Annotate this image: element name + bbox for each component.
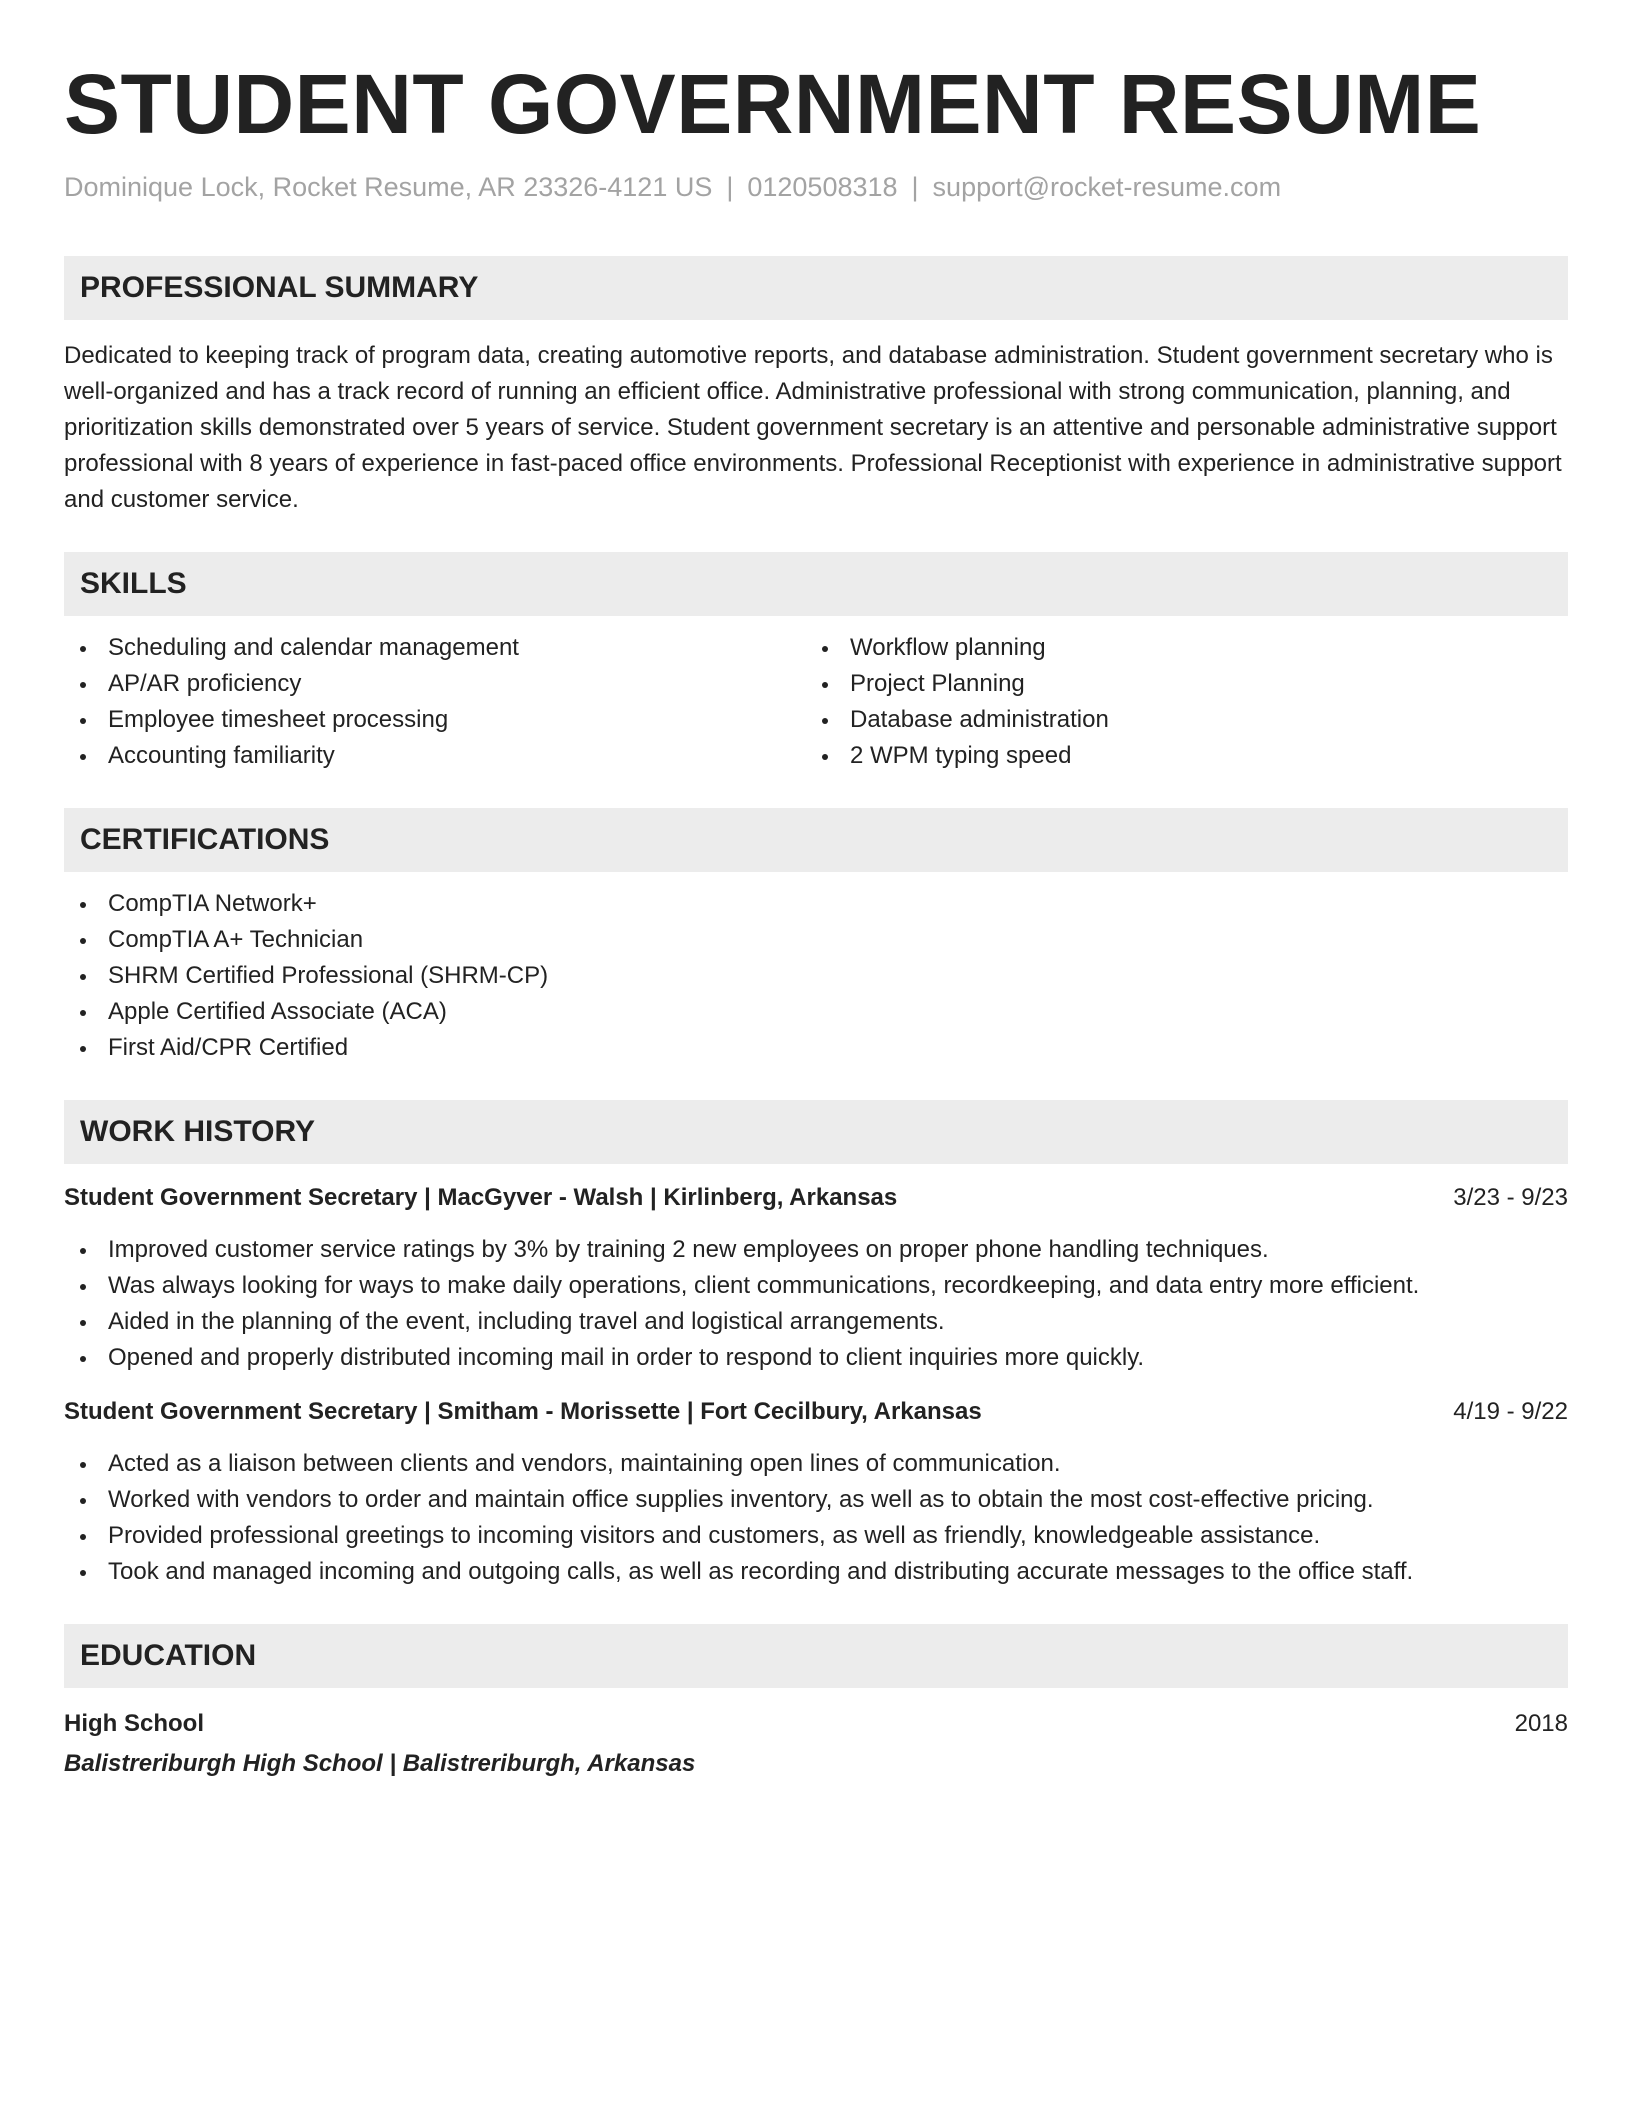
- job-entry: [64, 1394, 1568, 1590]
- page-title: STUDENT GOVERNMENT RESUME: [64, 57, 1482, 151]
- skill-item: Scheduling and calendar management: [64, 630, 806, 666]
- job-bullet: Provided professional greetings to incoming visitors and customers, as well as friendly, knowledgeable assistance.: [64, 1518, 1568, 1554]
- skill-item: Workflow planning: [806, 630, 1548, 666]
- skills-grid: [64, 630, 1568, 774]
- skill-item: 2 WPM typing speed: [806, 738, 1548, 774]
- skills-column-left: [64, 630, 806, 774]
- certification-item: CompTIA A+ Technician: [64, 922, 1568, 958]
- education-degree: High School: [64, 1710, 204, 1737]
- certification-item: SHRM Certified Professional (SHRM-CP): [64, 958, 1568, 994]
- contact-separator: |: [911, 172, 919, 202]
- section-heading-education: EDUCATION: [64, 1624, 1568, 1688]
- skill-item: AP/AR proficiency: [64, 666, 806, 702]
- section-heading-skills: SKILLS: [64, 552, 1568, 616]
- job-bullet: Improved customer service ratings by 3% by training 2 new employees on proper phone handling techniques.: [64, 1232, 1568, 1268]
- job-header: [64, 1180, 1568, 1216]
- certifications-list: [64, 886, 1568, 1066]
- certification-item: First Aid/CPR Certified: [64, 1030, 1568, 1066]
- job-bullet: Was always looking for ways to make daily operations, client communications, recordkeeping, and data entry more efficient.: [64, 1268, 1568, 1304]
- skill-item: Database administration: [806, 702, 1548, 738]
- job-dates: 4/19 - 9/22: [1453, 1398, 1568, 1425]
- work-history-section: [64, 1100, 1568, 1590]
- contact-phone: 0120508318: [747, 172, 898, 202]
- education-school: Balistreriburgh High School | Balistreriburgh, Arkansas: [64, 1750, 696, 1777]
- job-bullet: Opened and properly distributed incoming mail in order to respond to client inquiries more quickly.: [64, 1340, 1568, 1376]
- job-dates: 3/23 - 9/23: [1453, 1184, 1568, 1211]
- contact-separator: |: [726, 172, 734, 202]
- job-bullet: Worked with vendors to order and maintain office supplies inventory, as well as to obtain the most cost-effective pricing.: [64, 1482, 1568, 1518]
- education-year: 2018: [1514, 1710, 1568, 1737]
- certifications-section: [64, 808, 1568, 1066]
- skill-item: Accounting familiarity: [64, 738, 806, 774]
- job-entry: [64, 1180, 1568, 1376]
- job-title: Student Government Secretary | Smitham - Morissette | Fort Cecilbury, Arkansas: [64, 1398, 982, 1425]
- skills-section: [64, 552, 1568, 774]
- section-heading-summary: PROFESSIONAL SUMMARY: [64, 256, 1568, 320]
- contact-email[interactable]: support@rocket-resume.com: [932, 172, 1282, 202]
- job-bullets: [64, 1232, 1568, 1376]
- job-title: Student Government Secretary | MacGyver - Walsh | Kirlinberg, Arkansas: [64, 1184, 898, 1211]
- certification-item: Apple Certified Associate (ACA): [64, 994, 1568, 1030]
- skill-item: Project Planning: [806, 666, 1548, 702]
- job-header: [64, 1394, 1568, 1430]
- contact-line: [64, 170, 1568, 204]
- job-bullets: [64, 1446, 1568, 1590]
- summary-section: [64, 256, 1568, 518]
- job-bullet: Acted as a liaison between clients and vendors, maintaining open lines of communication.: [64, 1446, 1568, 1482]
- contact-address: Dominique Lock, Rocket Resume, AR 23326-4121 US: [64, 172, 713, 202]
- skills-column-right: [806, 630, 1548, 774]
- job-bullet: Aided in the planning of the event, including travel and logistical arrangements.: [64, 1304, 1568, 1340]
- education-section: [64, 1624, 1568, 1782]
- section-heading-certifications: CERTIFICATIONS: [64, 808, 1568, 872]
- section-heading-work-history: WORK HISTORY: [64, 1100, 1568, 1164]
- education-header: [64, 1706, 1568, 1742]
- certification-item: CompTIA Network+: [64, 886, 1568, 922]
- job-bullet: Took and managed incoming and outgoing calls, as well as recording and distributing accurate messages to the office staff.: [64, 1554, 1568, 1590]
- summary-text: Dedicated to keeping track of program data, creating automotive reports, and database administration. Student government secretary who is well-organized and has a track record of running an efficient office. Administrative professional with strong communication, planning, and prioritization skills demonstrated over 5 years of service. Student government secretary is an attentive and personable administrative support professional with 8 years of experience in fast-paced office environments. Professional Receptionist with experience in administrative support and customer service.: [64, 342, 1562, 513]
- skill-item: Employee timesheet processing: [64, 702, 806, 738]
